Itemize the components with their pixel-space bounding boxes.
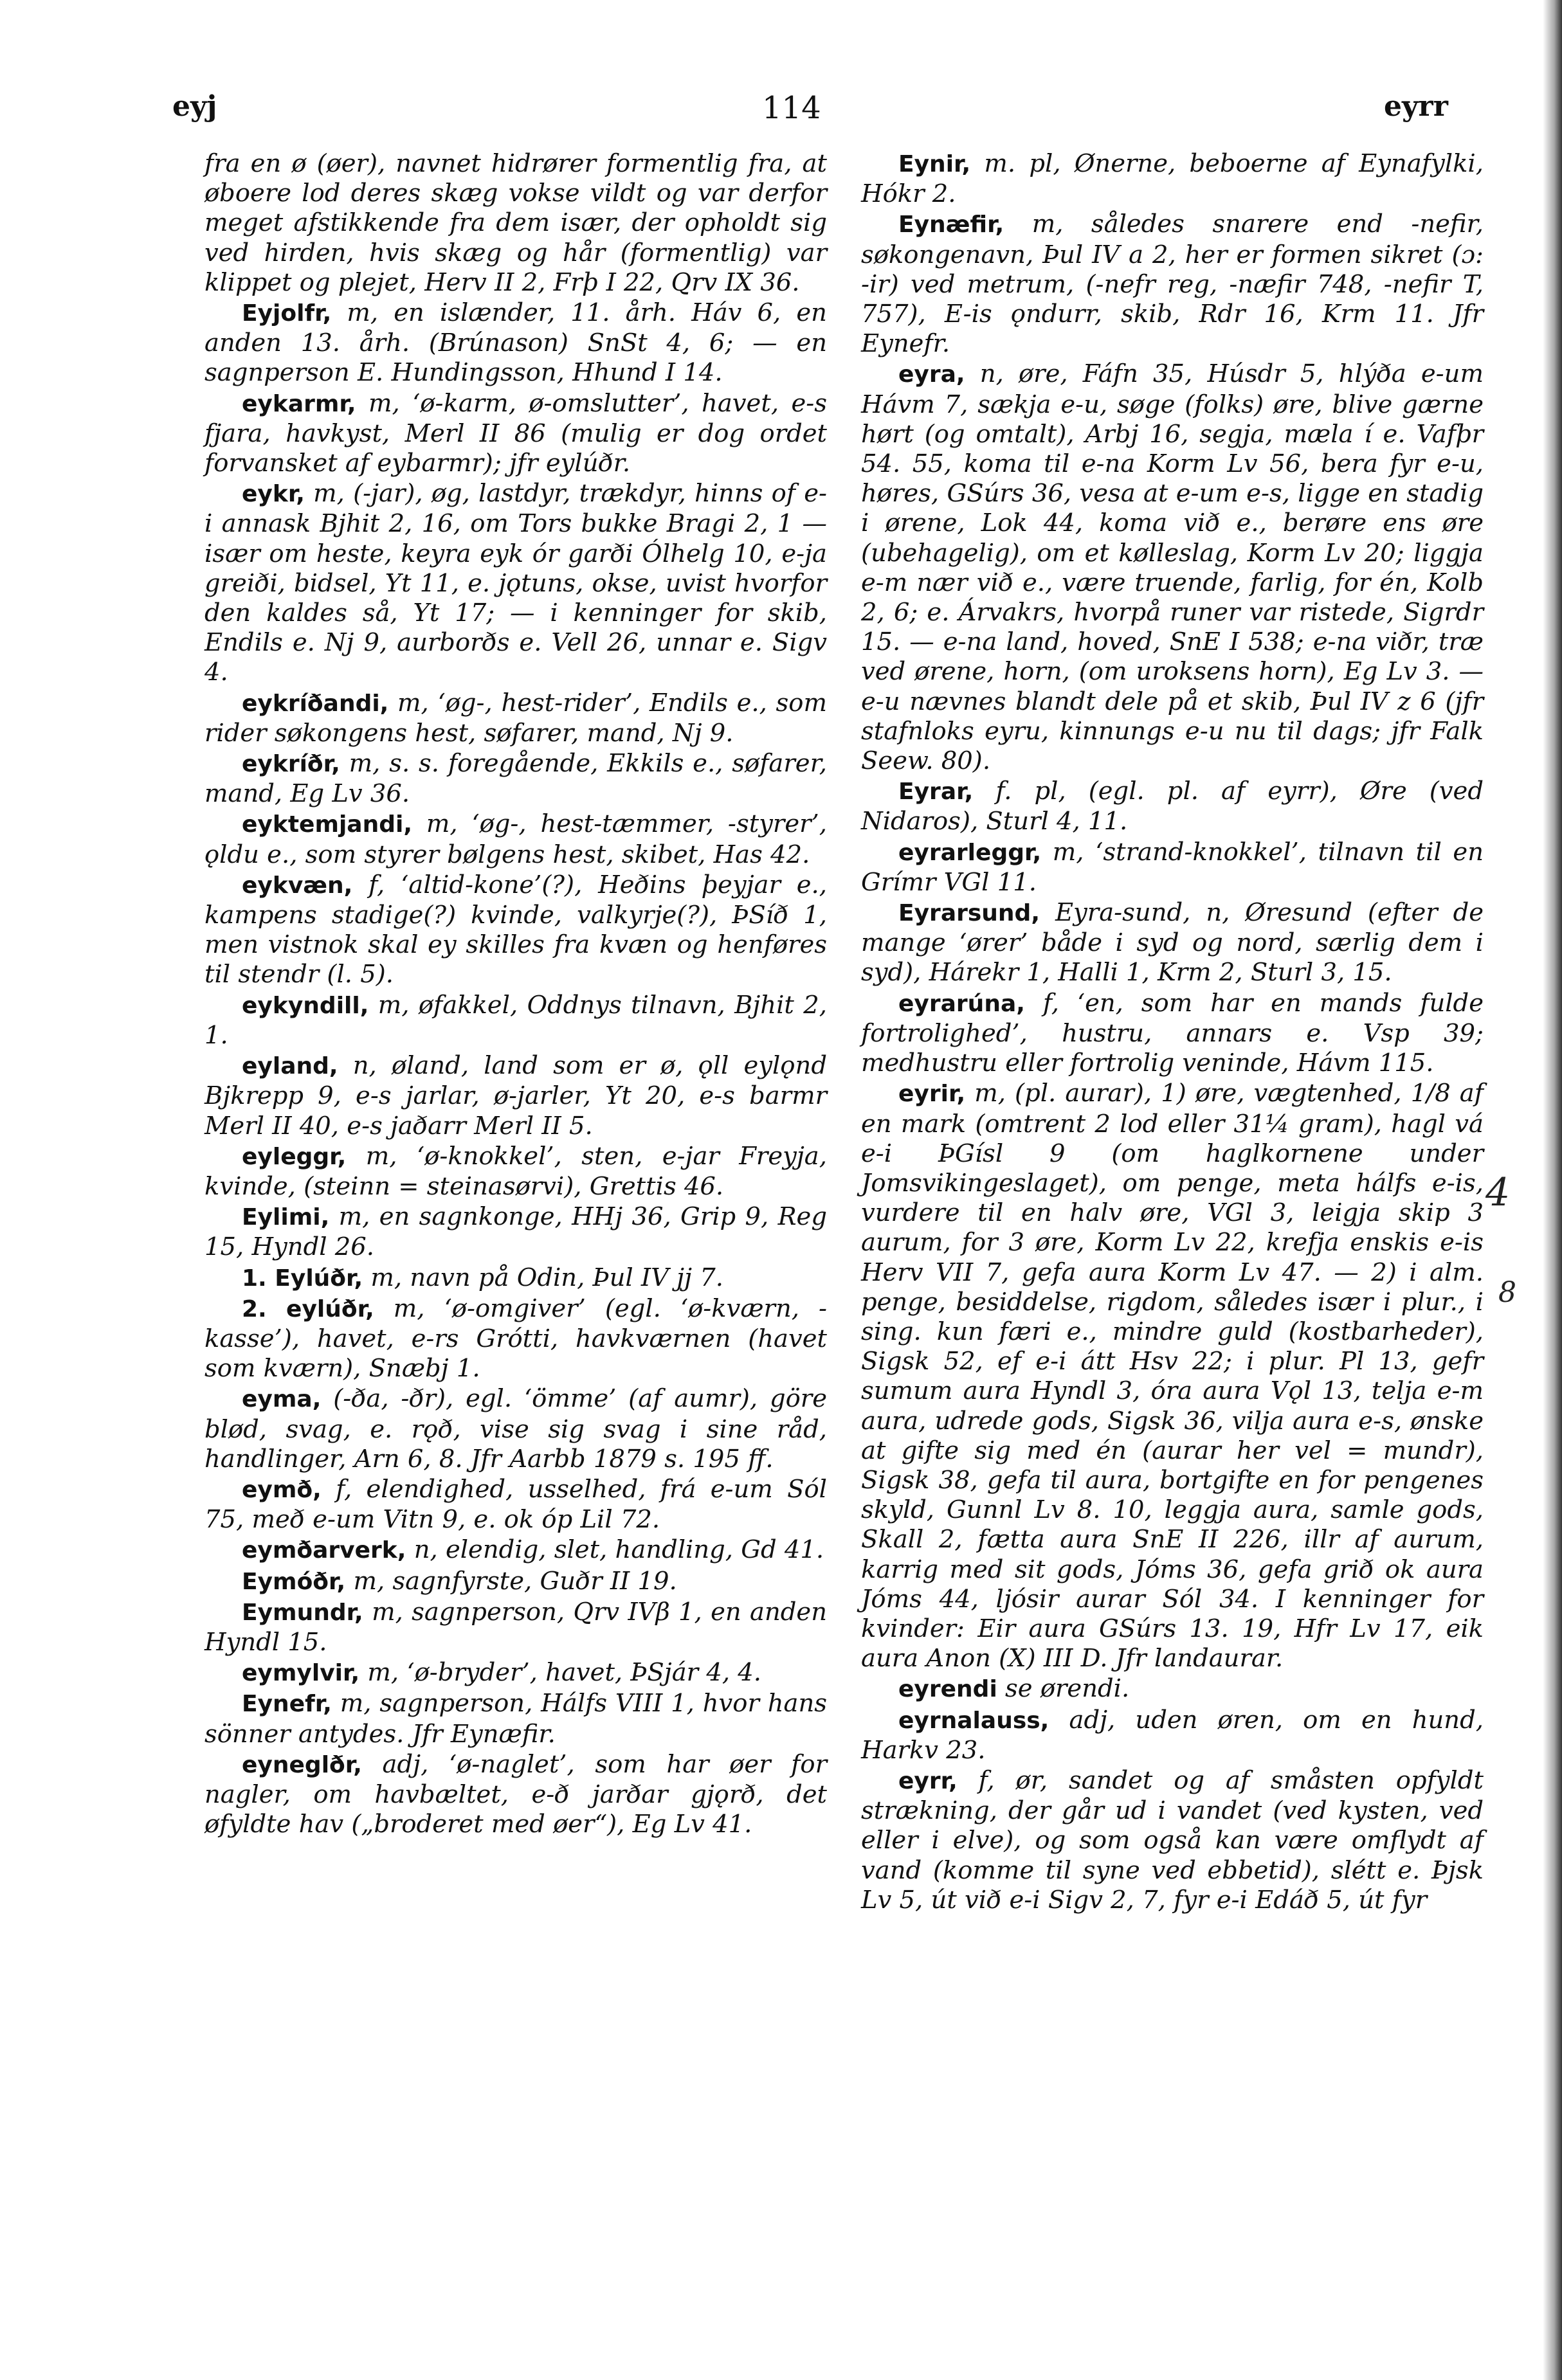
dictionary-entry (204, 1294, 827, 1384)
dictionary-entry (861, 149, 1484, 209)
dictionary-entry (861, 1079, 1484, 1673)
dictionary-entry (204, 1689, 827, 1749)
entry-headword: eyleggr, (242, 1143, 347, 1170)
dictionary-entry (204, 1598, 827, 1657)
entry-headword: eyra, (898, 361, 965, 388)
dictionary-entry (204, 149, 827, 298)
entry-text: m, ‘ø-omgiver’ (egl. ‘ø-kværn, -kasse’), havet, e-rs Grótti, havkværnen (havet som kværn), Snæbj 1. (204, 1294, 827, 1384)
entry-text: n, øland, land som er ø, ǫll eylǫnd Bjkrepp 9, e-s jarlar, ø-jarler, Yt 20, e-s barmr Merl II 40, e-s jaðarr Merl II 5. (204, 1051, 827, 1140)
entry-text: m, (-jar), øg, lastdyr, trækdyr, hinns of e-i annask Bjhit 2, 16, om Tors bukke Bragi 2, 1 — især om heste, keyra eyk ór garði Ólhelg 10, e-ja greiði, bidsel, Yt 11, e. jǫtuns, okse, uvist hvorfor den kaldes så, Yt 17; — i kenninger for skib, Endils e. Nj 9, aurborðs e. Vell 26, unnar e. Sigv 4. (204, 479, 827, 687)
entry-headword: eyma, (242, 1386, 322, 1413)
entry-text: m, således snarere end -nefir, søkongenavn, Þul IV a 2, her er formen sikret (ɔ: -ir) ved metrum, (-nefr reg, -næfir 748, -nefir T, 757), E-is ǫndurr, skib, Rdr 16, Krm 11. Jfr Eynefr. (861, 210, 1484, 359)
dictionary-entry (861, 777, 1484, 836)
dictionary-entry (861, 359, 1484, 776)
entry-text: f, ‘altid-kone’(?), Heðins þeyjar e., kampens stadige(?) kvinde, valkyrje(?), ÞSíð 1, men vistnok skal ey skilles fra kvæn og henføres til stendr (l. 5). (204, 870, 827, 989)
dictionary-entry (204, 1750, 827, 1840)
entry-headword: Eynir, (898, 151, 971, 177)
entry-text: m, navn på Odin, Þul IV jj 7. (370, 1263, 724, 1292)
entry-text: m, sagnperson, Hálfs VIII 1, hvor hans sönner antydes. Jfr Eynæfir. (204, 1689, 827, 1749)
dictionary-entry (204, 870, 827, 990)
entry-headword: eykr, (242, 481, 305, 508)
entry-text: m, (pl. aurar), 1) øre, vægtenhed, 1/8 af en mark (omtrent 2 lod eller 31¼ gram), hagl vá e-i ÞGísl 9 (om haglkornene under Jomsvikingeslaget), om penge, meta hálfs e-is, vurdere til en halv øre, VGl 3, leigja skip 3 aurum, for 3 øre, Korm Lv 22, krefja enskis e-is Herv VII 7, gefa aura Korm Lv 47. — 2) i alm. penge, besiddelse, rigdom, således især i plur., i sing. kun færi e., mindre guld (kostbarheder), Sigsk 52, ef e-i átt Hsv 22; i plur. Pl 13, gefr sumum aura Hyndl 3, óra aura Vǫl 13, telja e-m aura, udrede gods, Sigsk 36, vilja aura e-s, ønske at gifte sig med én (aurar her vel = mundr), Sigsk 38, gefa til aura, bortgifte en for pengenes skyld, Gunnl Lv 8. 10, leggja aura, samle gods, Skall 2, fætta aura SnE II 226, illr af aurum, karrig med sit gods, Jóms 36, gefa grið ok aura Jóms 44, ljósir aurar Sól 34. I kenninger for kvinder: Eir aura GSúrs 13. 19, Hfr Lv 17, eik aura Anon (X) III D. Jfr landaurar. (861, 1079, 1484, 1673)
entry-headword: eymð, (242, 1476, 322, 1503)
entry-headword: Eynefr, (242, 1691, 332, 1718)
entry-headword: eykvæn, (242, 872, 353, 899)
entry-headword: eymylvir, (242, 1660, 360, 1687)
entry-headword: Eyrarsund, (898, 900, 1040, 927)
entry-text: m, s. s. foregående, Ekkils e., søfarer, mand, Eg Lv 36. (204, 749, 827, 809)
entry-headword: eykríðr, (242, 751, 340, 778)
entry-text: m, ‘øg-, hest-tæmmer, -styrer’, ǫldu e., som styrer bølgens hest, skibet, Has 42. (204, 809, 827, 869)
entry-text: se ørendi. (1005, 1674, 1130, 1704)
entry-text: m, øfakkel, Oddnys tilnavn, Bjhit 2, 1. (204, 990, 827, 1050)
dictionary-entry (861, 989, 1484, 1079)
entry-headword: eyrarúna, (898, 990, 1025, 1017)
entry-text: m, ‘ø-bryder’, havet, ÞSjár 4, 4. (367, 1658, 762, 1688)
running-head-right: eyrr (1384, 90, 1448, 123)
entry-text: m, ‘ø-knokkel’, sten, e-jar Freyja, kvinde, (steinn = steinasørvi), Grettis 46. (204, 1141, 827, 1201)
dictionary-entry (204, 991, 827, 1050)
entry-headword: eykyndill, (242, 992, 369, 1019)
dictionary-entry (861, 1674, 1484, 1704)
entry-text: n, elendig, slet, handling, Gd 41. (413, 1535, 824, 1565)
page-edge-shadow (1543, 0, 1562, 2380)
entry-headword: Eylimi, (242, 1204, 330, 1231)
right-column (861, 149, 1484, 1916)
entry-text: adj, ‘ø-naglet’, som har øer for nagler, om havbæltet, e-ð jarðar gjǫrð, det øfyldte hav („broderet med øer“), Eg Lv 41. (204, 1749, 827, 1839)
entry-headword: eyrendi (898, 1676, 997, 1703)
entry-text: m, en sagnkonge, HHj 36, Grip 9, Reg 15, Hyndl 26. (204, 1202, 827, 1262)
entry-headword: Eynæfir, (898, 212, 1004, 239)
entry-text: f, ‘en, som har en mands fulde fortrolighed’, hustru, annars e. Vsp 39; medhustru eller fortrolig veninde, Hávm 115. (861, 988, 1484, 1078)
entry-text: f. pl, (egl. pl. af eyrr), Øre (ved Nidaros), Sturl 4, 11. (861, 777, 1484, 836)
entry-text: f, ør, sandet og af småsten opfyldt strækning, der går ud i vandet (ved kysten, ved eller i elve), og som også kan være omflydt af vand (komme til syne ved ebbetid), slétt e. Þjsk Lv 5, út við e-i Sigv 2, 7, fyr e-i Edáð 5, út fyr (861, 1765, 1484, 1915)
entry-headword: Eymóðr, (242, 1568, 346, 1595)
dictionary-entry (204, 389, 827, 479)
entry-headword: eyrnalauss, (898, 1707, 1049, 1734)
entry-text: m, sagnperson, Qrv IVβ 1, en anden Hyndl 15. (204, 1597, 827, 1657)
entry-headword: Eyjolfr, (242, 300, 332, 327)
dictionary-entry (861, 1766, 1484, 1915)
dictionary-entry (204, 1535, 827, 1565)
entry-headword: eyland, (242, 1053, 338, 1080)
dictionary-entry (204, 1142, 827, 1202)
dictionary-entry (204, 689, 827, 748)
dictionary-entry (861, 210, 1484, 359)
entry-text: fra en ø (øer), navnet hidrører formentlig fra, at øboere lod deres skæg vokse vildt og var derfor meget afstikkende fra dem især, der opholdt sig ved hirden, hvis skæg og hår (formentlig) var klippet og plejet, Herv II 2, Frþ I 22, Qrv IX 36. (204, 149, 827, 297)
entry-headword: eyneglðr, (242, 1751, 362, 1778)
entry-text: m, ‘strand-knokkel’, tilnavn til en Grímr VGl 11. (861, 837, 1484, 897)
dictionary-entry (861, 1706, 1484, 1765)
dictionary-entry (204, 1475, 827, 1535)
entry-headword: 2. eylúðr, (242, 1295, 374, 1322)
dictionary-entry (204, 1658, 827, 1688)
entry-headword: eyrarleggr, (898, 839, 1042, 866)
dictionary-entry (204, 1384, 827, 1474)
entry-text: m, ‘ø-karm, ø-omslutter’, havet, e-s fjara, havkyst, Merl II 86 (mulig er dog ordet forvansket af eybarmr); jfr eylúðr. (204, 388, 827, 478)
entry-text: f, elendighed, usselhed, frá e-um Sól 75, með e-um Vitn 9, e. ok óp Lil 72. (204, 1474, 827, 1535)
dictionary-entry (204, 1567, 827, 1597)
running-head-left: eyj (172, 90, 217, 123)
entry-text: n, øre, Fáfn 35, Húsdr 5, hlýða e-um Hávm 7, sækja e-u, søge (folks) øre, blive gærne hørt (og omtalt), Arbj 16, segja, mæla í e. Vafþr 54. 55, koma til e-na Korm Lv 56, bera fyr e-u, høres, GSúrs 36, vesa at e-um e-s, ligge en stadig i ørene, Lok 44, koma við e., berøre ens øre (ubehagelig), om et kølleslag, Korm Lv 20; liggja e-m nær við e., være truende, farlig, for én, Kolb 2, 6; e. Árvakrs, hvorpå runer var ristede, Sigrdr 15. — e-na land, hoved, SnE I 538; e-na viðr, træ ved ørene, horn, (om uroksens horn), Eg Lv 3. — e-u nævnes blandt dele på et skib, Þul IV z 6 (jfr stafnloks eyru, kinnungs e-u nu til dags; jfr Falk Seew. 80). (861, 359, 1484, 776)
margin-mark: 4 (1485, 1170, 1511, 1215)
dictionary-entry (861, 838, 1484, 897)
entry-text: m, sagnfyrste, Guðr II 19. (353, 1566, 677, 1596)
dictionary-entry (204, 749, 827, 809)
dictionary-entry (861, 898, 1484, 988)
entry-headword: Eyrar, (898, 779, 974, 806)
entry-headword: eykarmr, (242, 390, 356, 417)
entry-headword: eyrir, (898, 1081, 966, 1108)
entry-headword: eymðarverk, (242, 1537, 406, 1564)
entry-text: m, en islænder, 11. årh. Háv 6, en anden 13. årh. (Brúnason) SnSt 4, 6; — en sagnperson E. Hundingsson, Hhund I 14. (204, 298, 827, 388)
dictionary-entry (204, 809, 827, 869)
margin-mark: 8 (1498, 1276, 1516, 1309)
entry-text: (-ða, -ðr), egl. ‘ömme’ (af aumr), göre blød, svag, e. rǫð, vise sig svag i sine råd, handlinger, Arn 6, 8. Jfr Aarbb 1879 s. 195 ff. (204, 1384, 827, 1474)
entry-text: adj, uden øren, om en hund, Harkv 23. (861, 1705, 1484, 1765)
entry-text: Eyra-sund, n, Øresund (efter de mange ‘ører’ både i syd og nord, særlig dem i syd), Hárekr 1, Halli 1, Krm 2, Sturl 3, 15. (861, 898, 1484, 987)
entry-headword: eyrr, (898, 1767, 958, 1794)
dictionary-entry (204, 1263, 827, 1294)
left-column (204, 149, 827, 1840)
entry-headword: eyktemjandi, (242, 811, 413, 838)
dictionary-entry (204, 1051, 827, 1141)
dictionary-entry (204, 1202, 827, 1262)
entry-text: m, ‘øg-, hest-rider’, Endils e., som rider søkongens hest, søfarer, mand, Nj 9. (204, 688, 827, 748)
entry-text: m. pl, Ønerne, beboerne af Eynafylki, Hókr 2. (861, 149, 1484, 209)
entry-headword: Eymundr, (242, 1599, 363, 1626)
dictionary-entry (204, 298, 827, 388)
entry-headword: eykríðandi, (242, 690, 389, 717)
dictionary-entry (204, 479, 827, 687)
entry-headword: 1. Eylúðr, (242, 1265, 363, 1292)
page-number: 114 (762, 90, 821, 126)
